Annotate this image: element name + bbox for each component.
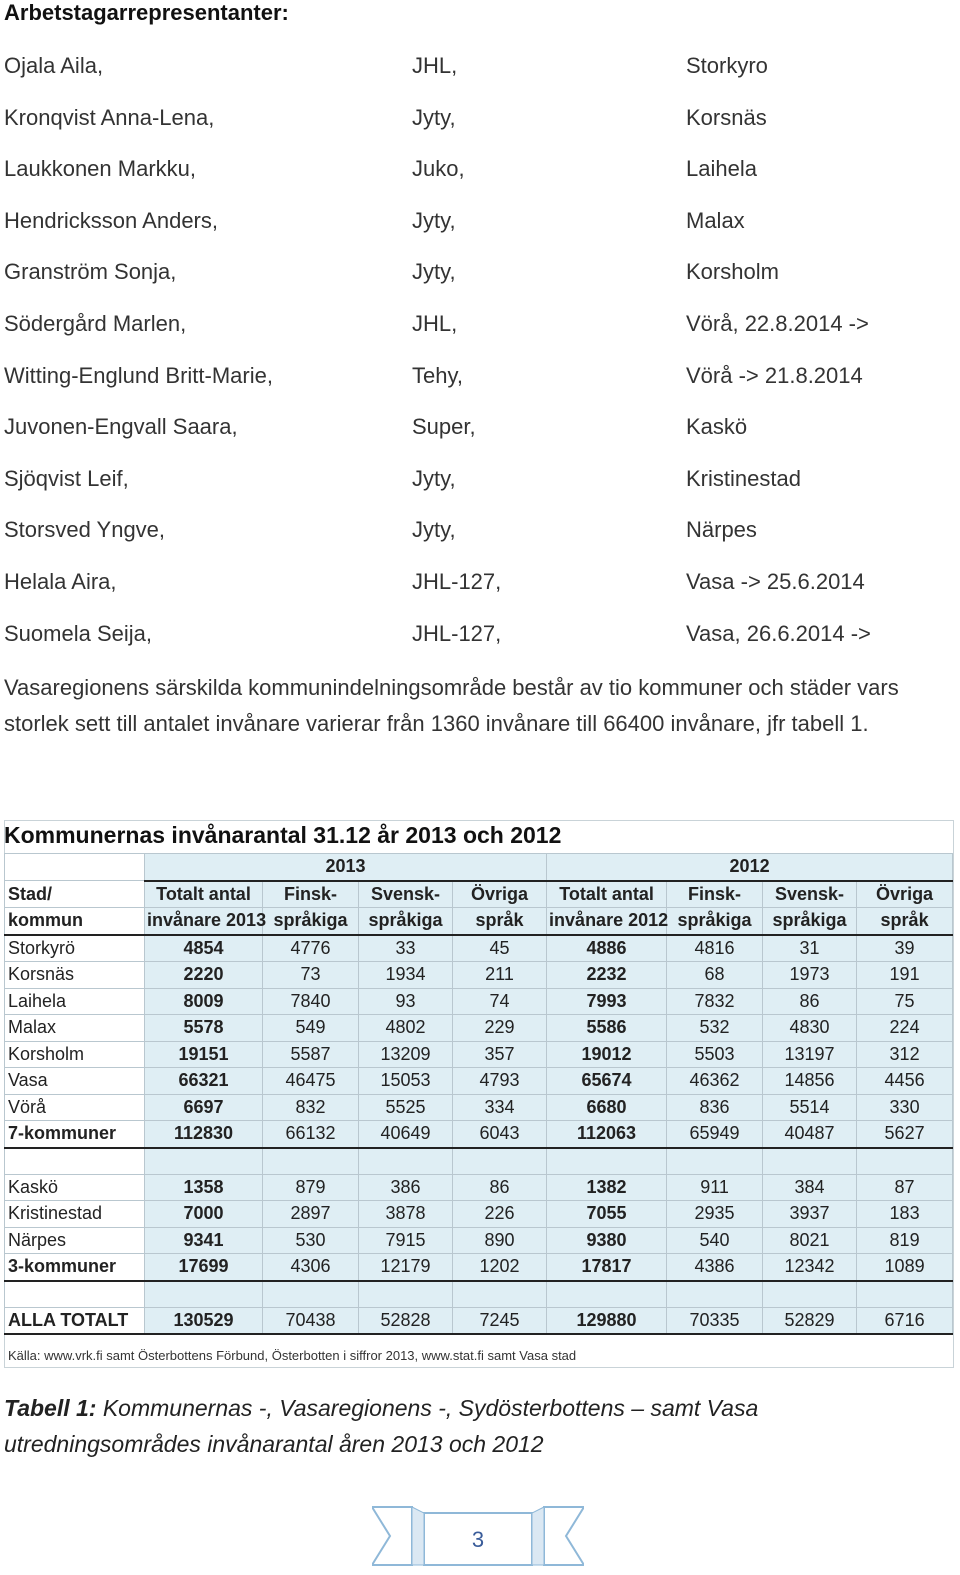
- row-label: 3-kommuner: [5, 1254, 145, 1281]
- table-row: [5, 1254, 953, 1281]
- representative-row: [4, 53, 944, 83]
- year-header-row: [5, 854, 953, 881]
- page-number: 3: [471, 1527, 485, 1552]
- table-cell: 357: [453, 1041, 547, 1068]
- representative-place: Kaskö: [686, 414, 748, 440]
- table-row: [5, 962, 953, 989]
- col-header-kommun: kommun: [5, 908, 145, 935]
- table-cell: 4793: [453, 1068, 547, 1095]
- table-cell: 3937: [763, 1201, 857, 1228]
- table-cell: 5578: [145, 1015, 263, 1042]
- row-label: Korsnäs: [5, 962, 145, 989]
- representative-union: JHL,: [412, 311, 458, 336]
- representative-row: [4, 466, 944, 496]
- representative-row: [4, 414, 944, 444]
- empty-cell: [763, 1281, 857, 1308]
- empty-cell: [263, 1281, 359, 1308]
- representative-union: Jyty,: [412, 259, 456, 285]
- caption-label: Tabell 1:: [4, 1395, 97, 1421]
- table-cell: 5587: [263, 1041, 359, 1068]
- col-header-line1: Övriga: [857, 881, 953, 908]
- row-label: Vasa: [5, 1068, 145, 1095]
- col-header-line1: Finsk-: [667, 881, 763, 908]
- representative-name: Ojala Aila,: [4, 53, 104, 78]
- table-cell: 312: [857, 1041, 953, 1068]
- col-header-line2: språk: [857, 908, 953, 935]
- table-row: [5, 1174, 953, 1201]
- table-cell: 46475: [263, 1068, 359, 1095]
- table-cell: 6697: [145, 1094, 263, 1121]
- table-cell: 532: [667, 1015, 763, 1042]
- table-cell: 9341: [145, 1227, 263, 1254]
- table-row: [5, 988, 953, 1015]
- row-label: ALLA TOTALT: [5, 1307, 145, 1334]
- representative-name: Kronqvist Anna-Lena,: [4, 104, 215, 130]
- representative-name: Laukkonen Markku,: [4, 156, 196, 182]
- table-cell: 1973: [763, 962, 857, 989]
- table-cell: 4886: [547, 935, 667, 962]
- table-cell: 65949: [667, 1121, 763, 1148]
- table-cell: 75: [857, 988, 953, 1015]
- table-cell: 4386: [667, 1254, 763, 1281]
- table-cell: 8009: [145, 988, 263, 1015]
- table-cell: 6680: [547, 1094, 667, 1121]
- col-header-line2: språkiga: [263, 908, 359, 935]
- table-cell: 39: [857, 935, 953, 962]
- population-table: [4, 853, 953, 1335]
- caption-text: Kommunernas -, Vasaregionens -, Sydösterbottens – samt Vasa utredningsområdes invånarantal åren 2013 och 2012: [4, 1395, 759, 1457]
- spacer-row: [5, 1281, 953, 1308]
- table-cell: 12342: [763, 1254, 857, 1281]
- table-cell: 86: [453, 1174, 547, 1201]
- table-cell: 4456: [857, 1068, 953, 1095]
- col-header-line2: språk: [453, 908, 547, 935]
- table-cell: 191: [857, 962, 953, 989]
- table-cell: 1382: [547, 1174, 667, 1201]
- table-cell: 4816: [667, 935, 763, 962]
- table-cell: 530: [263, 1227, 359, 1254]
- representative-name: Hendricksson Anders,: [4, 207, 218, 233]
- table-cell: 1089: [857, 1254, 953, 1281]
- table-cell: 879: [263, 1174, 359, 1201]
- table-cell: 17817: [547, 1254, 667, 1281]
- table-cell: 93: [359, 988, 453, 1015]
- table-cell: 1202: [453, 1254, 547, 1281]
- col-header-line2: språkiga: [667, 908, 763, 935]
- table-cell: 540: [667, 1227, 763, 1254]
- table-cell: 46362: [667, 1068, 763, 1095]
- table-cell: 52829: [763, 1307, 857, 1334]
- table-cell: 129880: [547, 1307, 667, 1334]
- col-header-line2: språkiga: [359, 908, 453, 935]
- table-cell: 65674: [547, 1068, 667, 1095]
- representative-row: [4, 311, 944, 341]
- table-cell: 74: [453, 988, 547, 1015]
- table-cell: 386: [359, 1174, 453, 1201]
- representative-place: Storkyro: [686, 53, 768, 78]
- representative-union: JHL-127,: [412, 569, 502, 594]
- col-header-line2: invånare 2013: [145, 908, 263, 935]
- table-row: [5, 1041, 953, 1068]
- representative-name: Juvonen-Engvall Saara,: [4, 414, 238, 440]
- table-cell: 1358: [145, 1174, 263, 1201]
- table-cell: 13209: [359, 1041, 453, 1068]
- table-cell: 832: [263, 1094, 359, 1121]
- table-title: Kommunernas invånarantal 31.12 år 2013 och 2012: [4, 822, 562, 848]
- table-cell: 836: [667, 1094, 763, 1121]
- representative-union: JHL,: [412, 53, 458, 78]
- table-cell: 4802: [359, 1015, 453, 1042]
- col-header-line1: Totalt antal: [145, 881, 263, 908]
- table-row: [5, 1307, 953, 1334]
- table-cell: 224: [857, 1015, 953, 1042]
- representative-row: [4, 569, 944, 599]
- table-cell: 890: [453, 1227, 547, 1254]
- representative-row: [4, 156, 944, 186]
- table-cell: 5627: [857, 1121, 953, 1148]
- table-cell: 5586: [547, 1015, 667, 1042]
- empty-cell: [667, 1281, 763, 1308]
- table-cell: 13197: [763, 1041, 857, 1068]
- row-label: Närpes: [5, 1227, 145, 1254]
- table-cell: 211: [453, 962, 547, 989]
- table-cell: 31: [763, 935, 857, 962]
- empty-cell: [5, 1148, 145, 1175]
- representative-row: [4, 105, 944, 135]
- representative-name: Södergård Marlen,: [4, 311, 187, 336]
- table-source: Källa: www.vrk.fi samt Österbottens Förbund, Österbotten i siffror 2013, www.stat.fi samt Vasa stad: [8, 1348, 577, 1363]
- table-cell: 2220: [145, 962, 263, 989]
- spacer-row: [5, 1148, 953, 1175]
- table-cell: 330: [857, 1094, 953, 1121]
- table-cell: 52828: [359, 1307, 453, 1334]
- representative-name: Granström Sonja,: [4, 259, 177, 285]
- table-cell: 2897: [263, 1201, 359, 1228]
- table-cell: 9380: [547, 1227, 667, 1254]
- table-cell: 19151: [145, 1041, 263, 1068]
- table-cell: 5525: [359, 1094, 453, 1121]
- table-cell: 334: [453, 1094, 547, 1121]
- row-label: Vörå: [5, 1094, 145, 1121]
- table-cell: 19012: [547, 1041, 667, 1068]
- table-cell: 66132: [263, 1121, 359, 1148]
- empty-cell: [263, 1148, 359, 1175]
- table-cell: 112830: [145, 1121, 263, 1148]
- col-header-line1: Finsk-: [263, 881, 359, 908]
- page-number-banner: [372, 1505, 584, 1567]
- table-cell: 4776: [263, 935, 359, 962]
- table-cell: 66321: [145, 1068, 263, 1095]
- representative-place: Vasa, 26.6.2014 ->: [686, 620, 871, 646]
- row-label: Kristinestad: [5, 1201, 145, 1228]
- representative-union: Super,: [412, 414, 476, 440]
- table-row: [5, 935, 953, 962]
- table-cell: 15053: [359, 1068, 453, 1095]
- year-2013-header: 2013: [145, 854, 547, 881]
- representative-row: [4, 363, 944, 393]
- table-cell: 14856: [763, 1068, 857, 1095]
- table-cell: 229: [453, 1015, 547, 1042]
- table-cell: 384: [763, 1174, 857, 1201]
- year-2012-header: 2012: [547, 854, 953, 881]
- table-cell: 819: [857, 1227, 953, 1254]
- empty-cell: [5, 1281, 145, 1308]
- representative-place: Närpes: [686, 517, 757, 543]
- table-cell: 8021: [763, 1227, 857, 1254]
- col-header-line1: Totalt antal: [547, 881, 667, 908]
- representative-union: Juko,: [412, 156, 465, 182]
- table-row: [5, 1094, 953, 1121]
- table-cell: 112063: [547, 1121, 667, 1148]
- table-cell: 6043: [453, 1121, 547, 1148]
- table-cell: 7000: [145, 1201, 263, 1228]
- table-cell: 70335: [667, 1307, 763, 1334]
- empty-cell: [145, 1281, 263, 1308]
- table-row: [5, 1068, 953, 1095]
- representative-union: Jyty,: [412, 465, 456, 491]
- table-cell: 4830: [763, 1015, 857, 1042]
- representative-place: Vörå -> 21.8.2014: [686, 362, 863, 388]
- col-header-line2: språkiga: [763, 908, 857, 935]
- representative-union: JHL-127,: [412, 620, 502, 646]
- representative-place: Malax: [686, 207, 745, 233]
- table-cell: 73: [263, 962, 359, 989]
- table-cell: 17699: [145, 1254, 263, 1281]
- representative-union: Jyty,: [412, 104, 456, 130]
- table-cell: 68: [667, 962, 763, 989]
- row-label: Kaskö: [5, 1174, 145, 1201]
- table-cell: 6716: [857, 1307, 953, 1334]
- representative-name: Helala Aira,: [4, 569, 117, 594]
- table-cell: 2232: [547, 962, 667, 989]
- empty-cell: [453, 1281, 547, 1308]
- table-cell: 45: [453, 935, 547, 962]
- representative-place: Laihela: [686, 156, 757, 182]
- table-cell: 40649: [359, 1121, 453, 1148]
- col-header-line1: Svensk-: [763, 881, 857, 908]
- table-cell: 183: [857, 1201, 953, 1228]
- col-header-line2: invånare 2012: [547, 908, 667, 935]
- representative-name: Witting-Englund Britt-Marie,: [4, 362, 273, 388]
- table-cell: 40487: [763, 1121, 857, 1148]
- table-cell: 5514: [763, 1094, 857, 1121]
- representative-union: Jyty,: [412, 207, 456, 233]
- table-cell: 4854: [145, 935, 263, 962]
- col-header-line1: Svensk-: [359, 881, 453, 908]
- empty-cell: [667, 1148, 763, 1175]
- table-cell: 7993: [547, 988, 667, 1015]
- representative-name: Suomela Seija,: [4, 620, 152, 646]
- table-cell: 33: [359, 935, 453, 962]
- empty-cell: [763, 1148, 857, 1175]
- table-cell: 2935: [667, 1201, 763, 1228]
- representative-place: Korsnäs: [686, 104, 767, 130]
- empty-cell: [857, 1281, 953, 1308]
- representative-place: Korsholm: [686, 259, 779, 285]
- column-header-row-1: [5, 881, 953, 908]
- representative-place: Vörå, 22.8.2014 ->: [686, 311, 869, 336]
- table-cell: 7245: [453, 1307, 547, 1334]
- table-cell: 70438: [263, 1307, 359, 1334]
- empty-cell: [359, 1148, 453, 1175]
- table-cell: 7832: [667, 988, 763, 1015]
- table-cell: 130529: [145, 1307, 263, 1334]
- table-cell: 4306: [263, 1254, 359, 1281]
- empty-cell: [5, 854, 145, 881]
- table-cell: 12179: [359, 1254, 453, 1281]
- table-cell: 7915: [359, 1227, 453, 1254]
- table-row: [5, 1201, 953, 1228]
- representative-row: [4, 517, 944, 547]
- table-cell: 7055: [547, 1201, 667, 1228]
- empty-cell: [453, 1148, 547, 1175]
- representative-place: Vasa -> 25.6.2014: [686, 569, 865, 594]
- representative-place: Kristinestad: [686, 465, 801, 491]
- empty-cell: [359, 1281, 453, 1308]
- representative-name: Storsved Yngve,: [4, 517, 166, 543]
- table-cell: 549: [263, 1015, 359, 1042]
- intro-paragraph: Vasaregionens särskilda kommunindelningsområde består av tio kommuner och städer vars storlek sett till antalet invånare varierar från 1360 invånare till 66400 invånare, jfr tabell 1.: [4, 675, 899, 736]
- row-label: Malax: [5, 1015, 145, 1042]
- table-cell: 86: [763, 988, 857, 1015]
- table-row: [5, 1227, 953, 1254]
- column-header-row-2: [5, 908, 953, 935]
- table-cell: 87: [857, 1174, 953, 1201]
- row-label: Laihela: [5, 988, 145, 1015]
- representative-union: Jyty,: [412, 517, 456, 543]
- empty-cell: [547, 1148, 667, 1175]
- table-row: [5, 1015, 953, 1042]
- row-label: 7-kommuner: [5, 1121, 145, 1148]
- representative-row: [4, 208, 944, 238]
- representative-name: Sjöqvist Leif,: [4, 465, 129, 491]
- representative-row: [4, 259, 944, 289]
- empty-cell: [547, 1281, 667, 1308]
- table-caption: [4, 1390, 956, 1462]
- col-header-line1: Övriga: [453, 881, 547, 908]
- empty-cell: [145, 1148, 263, 1175]
- row-label: Korsholm: [5, 1041, 145, 1068]
- table-row: [5, 1121, 953, 1148]
- representative-union: Tehy,: [412, 362, 463, 388]
- table-cell: 226: [453, 1201, 547, 1228]
- table-cell: 7840: [263, 988, 359, 1015]
- table-cell: 5503: [667, 1041, 763, 1068]
- row-label: Storkyrö: [5, 935, 145, 962]
- page-heading: Arbetstagarrepresentanter:: [4, 0, 289, 25]
- col-header-stad: Stad/: [5, 881, 145, 908]
- empty-cell: [857, 1148, 953, 1175]
- representative-row: [4, 621, 944, 651]
- table-cell: 911: [667, 1174, 763, 1201]
- table-cell: 3878: [359, 1201, 453, 1228]
- table-cell: 1934: [359, 962, 453, 989]
